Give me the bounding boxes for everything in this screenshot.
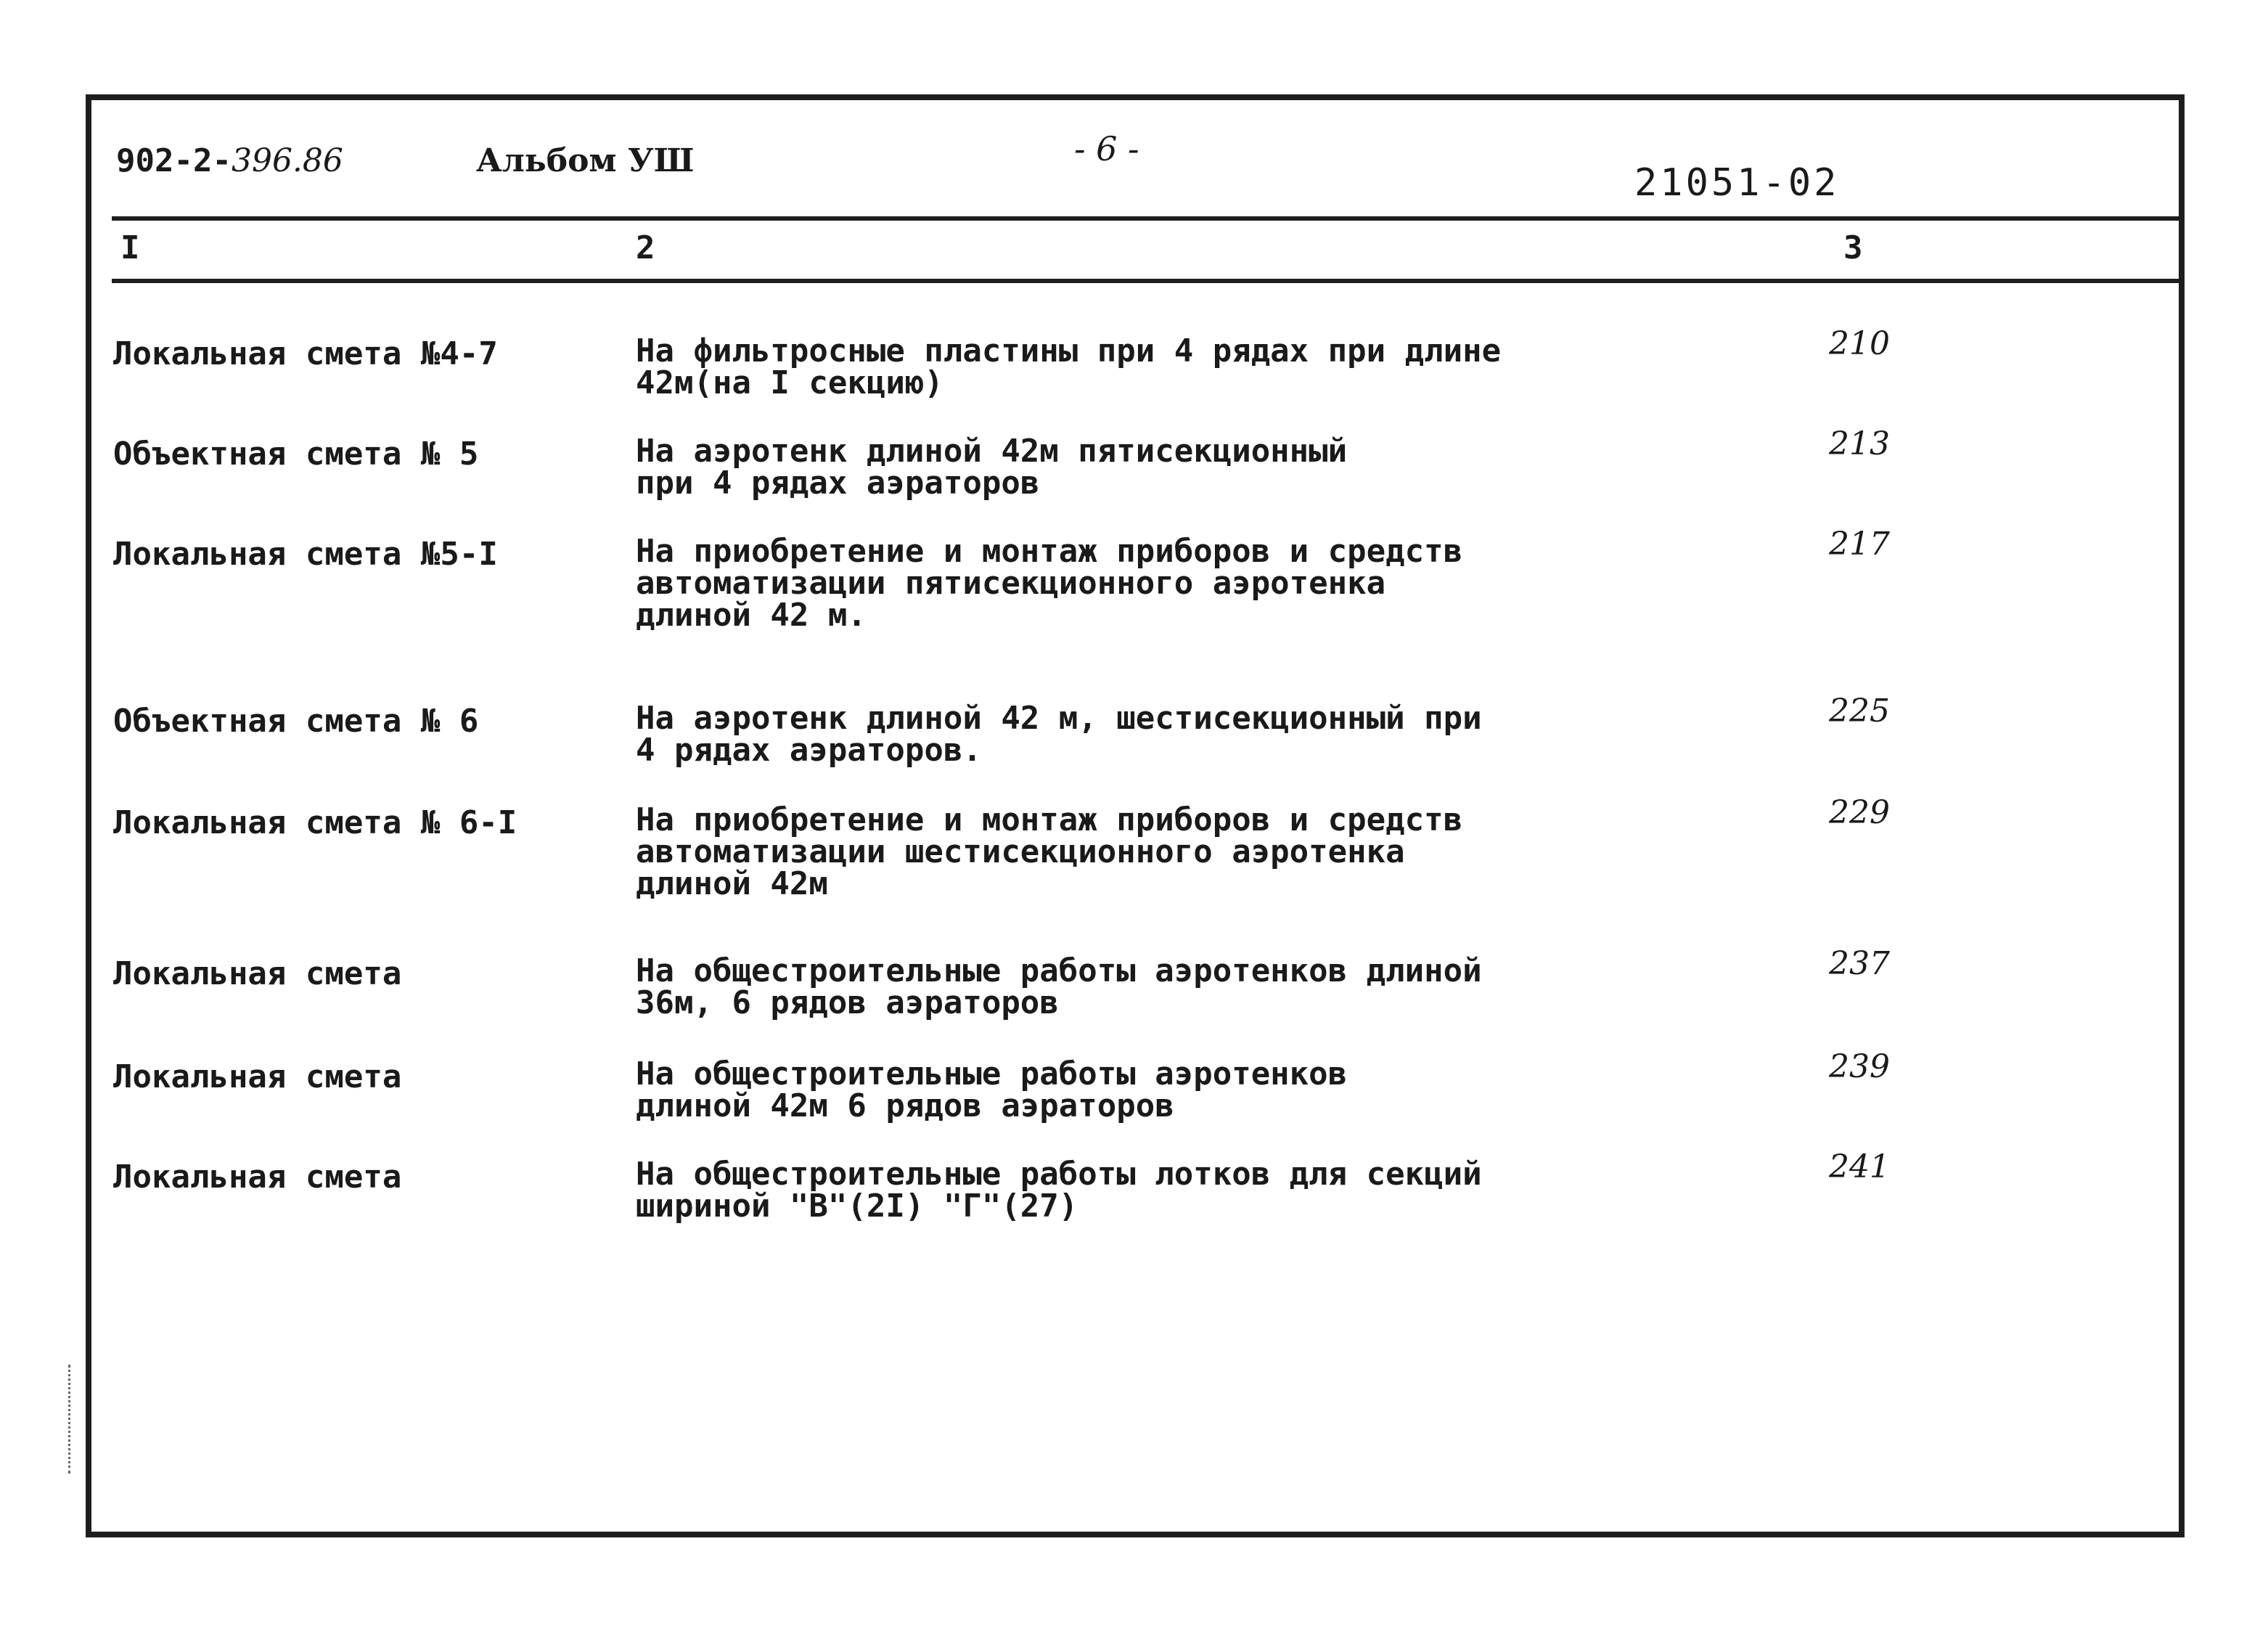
album-label: Альбом УШ: [476, 142, 695, 179]
estimate-page: 239: [1829, 1048, 1890, 1085]
estimate-name: Локальная смета №5-I: [113, 536, 498, 573]
project-code: 902-2-396.86: [116, 142, 343, 179]
estimate-description: На приобретение и монтаж приборов и средств автоматизации шестисекционного аэротенка длиной 42м: [636, 801, 1463, 902]
page-number: - 6 -: [1074, 129, 1139, 168]
column-header-2: 2: [636, 229, 655, 266]
estimate-page: 213: [1829, 425, 1890, 462]
estimate-page: 210: [1829, 325, 1890, 362]
estimate-page: 225: [1829, 693, 1890, 730]
estimate-name: Объектная смета № 5: [113, 436, 479, 473]
estimate-name: Локальная смета №4-7: [113, 335, 498, 372]
column-header-3: 3: [1843, 229, 1863, 266]
estimate-description: На приобретение и монтаж приборов и средств автоматизации пятисекционного аэротенка длиной 42 м.: [636, 533, 1463, 634]
estimate-description: На фильтросные пластины при 4 рядах при длине 42м(на I секцию): [636, 332, 1502, 401]
estimate-description: На общестроительные работы аэротенков длиной 36м, 6 рядов аэраторов: [636, 952, 1482, 1021]
estimate-name: Локальная смета: [113, 1058, 402, 1095]
estimate-page: 217: [1829, 526, 1890, 563]
document-number: 21051-02: [1634, 161, 1840, 205]
estimate-name: Объектная смета № 6: [113, 703, 479, 740]
estimate-description: На общестроительные работы аэротенков длиной 42м 6 рядов аэраторов: [636, 1055, 1348, 1124]
estimate-description: На аэротенк длиной 42м пятисекционный при 4 рядах аэраторов: [636, 433, 1348, 502]
header-rule-bottom: [112, 279, 2185, 283]
margin-scan-mark: [68, 1365, 75, 1474]
project-code-handwritten: 396.86: [231, 142, 343, 179]
estimate-page: 241: [1829, 1148, 1890, 1185]
estimate-page: 229: [1829, 794, 1890, 831]
estimate-name: Локальная смета: [113, 1159, 402, 1196]
estimate-name: Локальная смета: [113, 955, 402, 992]
estimate-page: 237: [1829, 945, 1890, 982]
estimate-description: На общестроительные работы лотков для секций шириной "В"(2I) "Г"(27): [636, 1156, 1482, 1225]
estimate-description: На аэротенк длиной 42 м, шестисекционный при 4 рядах аэраторов.: [636, 700, 1482, 769]
header-rule-top: [112, 216, 2185, 221]
column-header-1: I: [120, 229, 140, 266]
estimate-name: Локальная смета № 6-I: [113, 804, 517, 841]
